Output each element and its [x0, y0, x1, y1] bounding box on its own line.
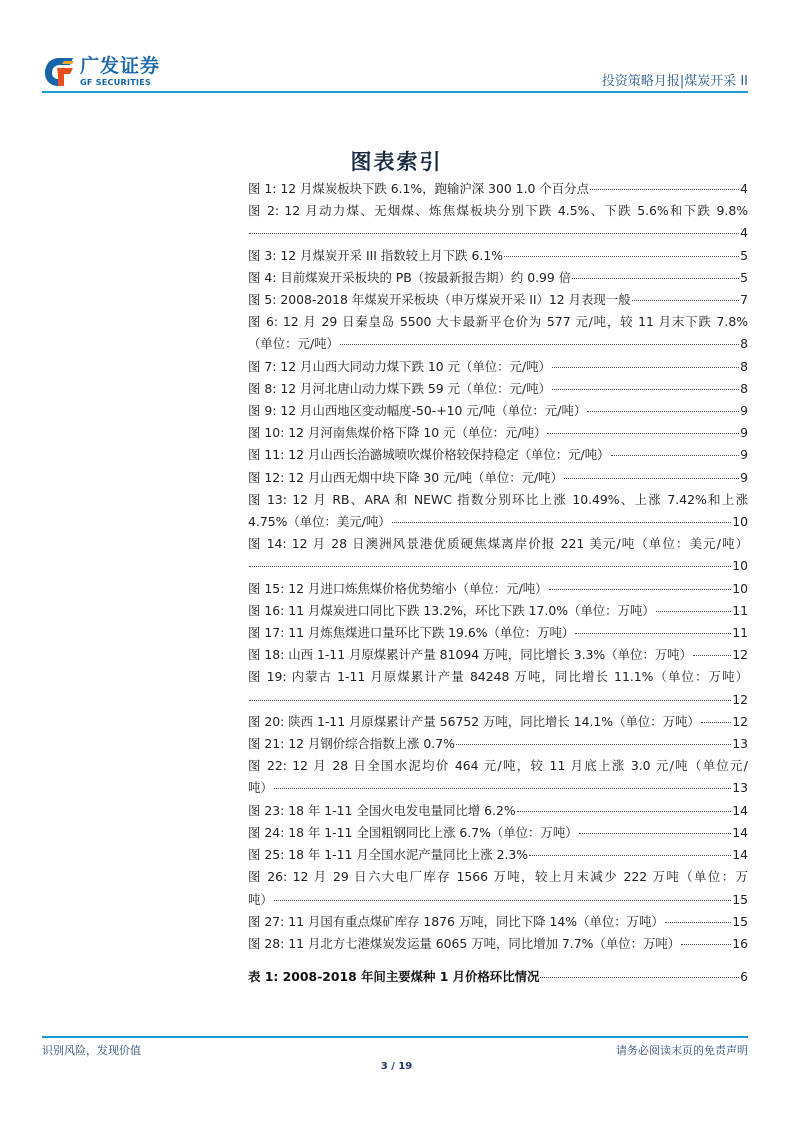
- dot-leader: [249, 566, 731, 567]
- toc-entry[interactable]: [248, 933, 748, 955]
- toc-entry-continuation: [248, 889, 748, 911]
- toc-entry-line: [248, 866, 748, 888]
- toc-entry-page: 13: [732, 736, 748, 752]
- toc-entry-page: 9: [740, 403, 748, 419]
- toc-entry-text-wrap: [248, 245, 503, 267]
- toc-entry-text-wrap: [248, 822, 578, 844]
- page-number: 3 / 19: [380, 1061, 413, 1072]
- toc-entry-line: [248, 800, 748, 822]
- toc-entry-text-cont: 吨）: [248, 780, 273, 796]
- dot-leader: [517, 811, 732, 812]
- toc-entry-text-wrap: [248, 267, 571, 289]
- toc-entry-label: 图 28:: [248, 935, 285, 951]
- toc-entry-line: [248, 844, 748, 866]
- toc-entry-label: 表 1:: [248, 969, 279, 984]
- toc-entry-text-cont: 吨）: [248, 891, 273, 907]
- dot-leader: [552, 367, 739, 368]
- toc-entry-page: 9: [740, 469, 748, 485]
- toc-entry-page: 6: [740, 969, 748, 984]
- header-divider: [42, 91, 748, 93]
- toc-entry-text: 12 月山西无烟中块下降 30 元/吨（单位：元/吨）: [288, 469, 563, 485]
- toc-entry-continuation: [248, 333, 748, 355]
- toc-entry-text: 18 年 1-11 月全国水泥产量同比上涨 2.3%: [288, 847, 529, 863]
- toc-entry-line: [248, 966, 748, 988]
- logo-chinese-name: 广发证券: [80, 55, 161, 77]
- toc-entry-page: 10: [732, 558, 748, 574]
- toc-entry[interactable]: [248, 267, 748, 289]
- page-title: 图表索引: [350, 149, 443, 174]
- toc-entry-line: [248, 578, 748, 600]
- toc-entry-text: 11 月煤炭进口同比下跌 13.2%，环比下跌 17.0%（单位：万吨）: [288, 602, 655, 618]
- toc-entry-text-wrap: [248, 444, 610, 466]
- toc-entry[interactable]: [248, 822, 748, 844]
- toc-entry[interactable]: [248, 311, 748, 355]
- toc-entry-text: 18 年 1-11 全国火电发电量同比增 6.2%: [288, 802, 516, 818]
- dot-leader: [632, 300, 740, 301]
- toc-entry-text-wrap: [248, 711, 700, 733]
- figure-index: [248, 178, 748, 955]
- toc-entry-line: [248, 755, 748, 777]
- toc-entry-label: 图 24:: [248, 824, 285, 840]
- toc-entry-text-wrap: [248, 622, 574, 644]
- toc-entry-label: 图 14:: [248, 536, 287, 552]
- toc-entry-label: 图 17:: [248, 625, 285, 641]
- toc-entry-line: [248, 422, 748, 444]
- dot-leader: [611, 455, 740, 456]
- toc-entry-label: 图 3:: [248, 247, 277, 263]
- toc-entry-text-wrap: [248, 422, 546, 444]
- toc-entry-page: 10: [732, 514, 748, 530]
- toc-entry-page: 11: [732, 625, 748, 641]
- toc-entry-label: 图 5:: [248, 292, 277, 308]
- toc-entry[interactable]: [248, 733, 748, 755]
- toc-entry-line: [248, 600, 748, 622]
- toc-entry-text: 11 月炼焦煤进口量环比下跌 19.6%（单位：万吨）: [288, 625, 575, 641]
- toc-entry-text: 12 月煤炭板块下跌 6.1%，跑输沪深 300 1.0 个百分点: [280, 181, 589, 196]
- toc-entry-text-cont: （单位：元/吨）: [248, 336, 339, 352]
- toc-entry[interactable]: [248, 866, 748, 910]
- toc-entry-label: 图 16:: [248, 602, 285, 618]
- toc-entry-page: 5: [740, 269, 748, 285]
- toc-entry-text: 山西 1-11 月原煤累计产量 81094 万吨，同比增长 3.3%（单位：万吨）: [288, 647, 692, 663]
- dot-leader: [340, 344, 739, 345]
- report-title: 投资策略月报|煤炭开采 II: [601, 74, 748, 89]
- dot-leader: [572, 278, 739, 279]
- toc-entry-line: [248, 356, 748, 378]
- toc-entry-line: [248, 245, 748, 267]
- toc-entry-line: [248, 289, 748, 311]
- toc-entry-line: [248, 711, 748, 733]
- toc-entry-text: 11 月北方七港煤炭发运量 6065 万吨，同比增加 7.7%（单位：万吨）: [288, 935, 681, 951]
- toc-entry-page: 8: [740, 380, 748, 396]
- toc-entry-leader-line: [248, 222, 748, 244]
- toc-entry-line: [248, 200, 748, 222]
- toc-entry-label: 图 23:: [248, 802, 285, 818]
- toc-entry-label: 图 25:: [248, 847, 285, 863]
- toc-entry-text: 12 月动力煤、无烟煤、炼焦煤板块分别下跌 4.5%、下跌 5.6%和下跌 9.8%: [284, 203, 748, 219]
- toc-entry-text-wrap: [248, 644, 692, 666]
- toc-entry-line: [248, 400, 748, 422]
- toc-entry-label: 图 15:: [248, 580, 285, 596]
- dot-leader: [701, 722, 731, 723]
- toc-entry-leader-line: [248, 555, 748, 577]
- toc-entry-text-wrap: [248, 289, 631, 311]
- toc-entry[interactable]: [248, 245, 748, 267]
- toc-entry-text: 18 年 1-11 全国粗钢同比上涨 6.7%（单位：万吨）: [288, 824, 578, 840]
- toc-entry-page: 14: [732, 824, 748, 840]
- toc-entry[interactable]: [248, 489, 748, 533]
- table-index: [248, 966, 748, 988]
- toc-entry-line: [248, 933, 748, 955]
- dot-leader: [552, 389, 739, 390]
- toc-entry-text: 2008-2018 年煤炭开采板块（申万煤炭开采 II）12 月表现一般: [280, 292, 631, 308]
- toc-entry-text-cont: 4.75%（单位：美元/吨）: [248, 514, 391, 530]
- dot-leader: [656, 611, 731, 612]
- toc-entry[interactable]: [248, 400, 748, 422]
- toc-entry[interactable]: [248, 533, 748, 577]
- toc-entry-text-wrap: [248, 400, 586, 422]
- page-header: [42, 52, 748, 92]
- footer-slogan: 识别风险，发现价值: [42, 1044, 141, 1057]
- dot-leader: [587, 411, 739, 412]
- toc-entry-page: 12: [732, 713, 748, 729]
- toc-entry-label: 图 18:: [248, 647, 285, 663]
- toc-entry-line: [248, 178, 748, 200]
- toc-entry-line: [248, 267, 748, 289]
- dot-leader: [590, 189, 739, 190]
- toc-entry-page: 11: [732, 602, 748, 618]
- toc-entry-line: [248, 489, 748, 511]
- toc-entry-line: [248, 444, 748, 466]
- toc-entry-page: 14: [732, 802, 748, 818]
- toc-entry[interactable]: [248, 622, 748, 644]
- toc-entry-line: [248, 533, 748, 555]
- toc-entry-label: 图 21:: [248, 736, 285, 752]
- dot-leader: [456, 744, 731, 745]
- toc-entry-label: 图 1:: [248, 181, 277, 196]
- toc-entry-line: [248, 911, 748, 933]
- toc-entry[interactable]: [248, 844, 748, 866]
- dot-leader: [529, 855, 731, 856]
- toc-entry-label: 图 9:: [248, 403, 277, 419]
- dot-leader: [504, 256, 739, 257]
- toc-entry[interactable]: [248, 356, 748, 378]
- toc-entry-page: 9: [740, 447, 748, 463]
- toc-entry-text: 2008-2018 年间主要煤种 1 月价格环比情况: [282, 969, 540, 984]
- toc-entry-text-wrap: [248, 800, 516, 822]
- toc-entry-text: 11 月国有重点煤矿库存 1876 万吨，同比下降 14%（单位：万吨）: [288, 913, 664, 929]
- toc-entry-line: [248, 644, 748, 666]
- toc-entry-text: 12 月山西大同动力煤下跌 10 元（单位：元/吨）: [280, 358, 551, 374]
- toc-entry[interactable]: [248, 666, 748, 710]
- toc-entry-page: 16: [732, 935, 748, 951]
- toc-entry-text-wrap: [248, 467, 563, 489]
- toc-entry-text-wrap: [248, 356, 551, 378]
- dot-leader: [249, 700, 731, 701]
- toc-entry-line: [248, 666, 748, 688]
- dot-leader: [564, 478, 739, 479]
- toc-entry[interactable]: [248, 200, 748, 244]
- toc-entry-text: 12 月山西长治潞城喷吹煤价格较保持稳定（单位：元/吨）: [288, 447, 610, 463]
- toc-entry-label: 图 6:: [248, 314, 279, 330]
- dot-leader: [681, 944, 731, 945]
- toc-entry-label: 图 10:: [248, 425, 285, 441]
- dot-leader: [274, 900, 731, 901]
- toc-entry-text: 12 月 28 日澳洲风景港优质硬焦煤离岸价报 221 美元/吨（单位：美元/吨）: [291, 536, 748, 552]
- toc-entry-leader-line: [248, 689, 748, 711]
- gf-logo-icon: [42, 55, 76, 89]
- toc-entry[interactable]: [248, 289, 748, 311]
- toc-entry-page: 14: [732, 847, 748, 863]
- dot-leader: [579, 833, 732, 834]
- dot-leader: [549, 589, 732, 590]
- toc-entry-text: 12 月钢价综合指数上涨 0.7%: [288, 736, 455, 752]
- gf-securities-logo: [42, 52, 182, 92]
- toc-entry-text-wrap: [248, 933, 680, 955]
- toc-entry-label: 图 2:: [248, 203, 280, 219]
- toc-entry-page: 12: [732, 647, 748, 663]
- toc-entry-line: [248, 378, 748, 400]
- toc-entry-text: 陕西 1-11 月原煤累计产量 56752 万吨，同比增长 14.1%（单位：万吨）: [288, 713, 700, 729]
- toc-entry-text: 12 月 29 日六大电厂库存 1566 万吨，较上月末减少 222 万吨（单位：万: [292, 869, 748, 885]
- toc-entry-text-wrap: [248, 733, 455, 755]
- toc-entry-label: 图 26:: [248, 869, 288, 885]
- logo-english-name: GF SECURITIES: [80, 78, 152, 87]
- dot-leader: [274, 788, 731, 789]
- toc-entry-label: 图 22:: [248, 758, 287, 774]
- toc-entry-text: 12 月河北唐山动力煤下跌 59 元（单位：元/吨）: [280, 380, 551, 396]
- toc-entry[interactable]: [248, 422, 748, 444]
- toc-entry-label: 图 11:: [248, 447, 285, 463]
- dot-leader: [575, 633, 731, 634]
- toc-entry-line: [248, 822, 748, 844]
- toc-entry-text-wrap: [248, 578, 548, 600]
- toc-entry-page: 8: [740, 358, 748, 374]
- toc-entry-page: 9: [740, 425, 748, 441]
- toc-entry-text-wrap: [248, 600, 655, 622]
- toc-entry-label: 图 20:: [248, 713, 285, 729]
- toc-entry-text-wrap: [248, 911, 664, 933]
- dot-leader: [547, 433, 739, 434]
- toc-entry-label: 图 19:: [248, 669, 287, 685]
- toc-entry[interactable]: [248, 467, 748, 489]
- toc-entry-page: 15: [732, 891, 748, 907]
- toc-entry-text: 12 月煤炭开采 III 指数较上月下跌 6.1%: [280, 247, 503, 263]
- toc-entry-text: 12 月 29 日秦皇岛 5500 大卡最新平仓价为 577 元/吨，较 11 月末下跌 7.8%: [282, 314, 748, 330]
- toc-entry-line: [248, 733, 748, 755]
- toc-entry-label: 图 7:: [248, 358, 277, 374]
- toc-entry[interactable]: [248, 178, 748, 200]
- dot-leader: [540, 977, 739, 978]
- toc-entry-text-wrap: [248, 844, 528, 866]
- toc-entry-text: 内蒙古 1-11 月原煤累计产量 84248 万吨，同比增长 11.1%（单位：万吨）: [291, 669, 748, 685]
- toc-entry[interactable]: [248, 711, 748, 733]
- footer-divider: [42, 1036, 748, 1038]
- toc-entry-label: 图 4:: [248, 269, 277, 285]
- toc-entry-line: [248, 311, 748, 333]
- toc-entry-continuation: [248, 511, 748, 533]
- dot-leader: [665, 922, 731, 923]
- toc-entry-line: [248, 622, 748, 644]
- toc-entry-label: 图 12:: [248, 469, 285, 485]
- toc-entry-continuation: [248, 777, 748, 799]
- dot-leader: [392, 522, 732, 523]
- dot-leader: [693, 655, 731, 656]
- footer-disclaimer: 请务必阅读末页的免责声明: [616, 1044, 748, 1057]
- toc-entry-page: 13: [732, 780, 748, 796]
- toc-entry-text: 目前煤炭开采板块的 PB（按最新报告期）约 0.99 倍: [280, 269, 572, 285]
- table-index-entry[interactable]: [248, 966, 748, 988]
- toc-entry-line: [248, 467, 748, 489]
- toc-entry[interactable]: [248, 378, 748, 400]
- toc-entry-text-wrap: [248, 966, 539, 988]
- toc-entry[interactable]: [248, 600, 748, 622]
- toc-entry[interactable]: [248, 444, 748, 466]
- dot-leader: [249, 233, 739, 234]
- toc-entry-page: 12: [732, 691, 748, 707]
- toc-entry-text-wrap: [248, 178, 589, 200]
- toc-entry-page: 4: [740, 181, 748, 196]
- toc-entry-text: 12 月进口炼焦煤价格优势缩小（单位：元/吨）: [288, 580, 548, 596]
- toc-entry[interactable]: [248, 578, 748, 600]
- toc-entry[interactable]: [248, 800, 748, 822]
- toc-entry[interactable]: [248, 911, 748, 933]
- toc-entry-page: 8: [740, 336, 748, 352]
- toc-entry-label: 图 8:: [248, 380, 277, 396]
- toc-entry[interactable]: [248, 755, 748, 799]
- toc-entry-text: 12 月河南焦煤价格下降 10 元（单位：元/吨）: [288, 425, 547, 441]
- toc-entry-label: 图 27:: [248, 913, 285, 929]
- toc-entry-page: 10: [732, 580, 748, 596]
- toc-entry-text: 12 月 RB、ARA 和 NEWC 指数分别环比上涨 10.49%、上涨 7.42%和上涨: [292, 491, 748, 507]
- toc-entry-page: 15: [732, 913, 748, 929]
- toc-entry-label: 图 13:: [248, 491, 287, 507]
- toc-entry-text-wrap: [248, 378, 551, 400]
- toc-entry-text: 12 月 28 日全国水泥均价 464 元/吨，较 11 月底上涨 3.0 元/吨（单位元/: [292, 758, 748, 774]
- toc-entry-page: 5: [740, 247, 748, 263]
- toc-entry-page: 4: [740, 225, 748, 241]
- toc-entry-text: 12 月山西地区变动幅度-50-+10 元/吨（单位：元/吨）: [280, 403, 587, 419]
- toc-entry[interactable]: [248, 644, 748, 666]
- toc-entry-page: 7: [740, 292, 748, 308]
